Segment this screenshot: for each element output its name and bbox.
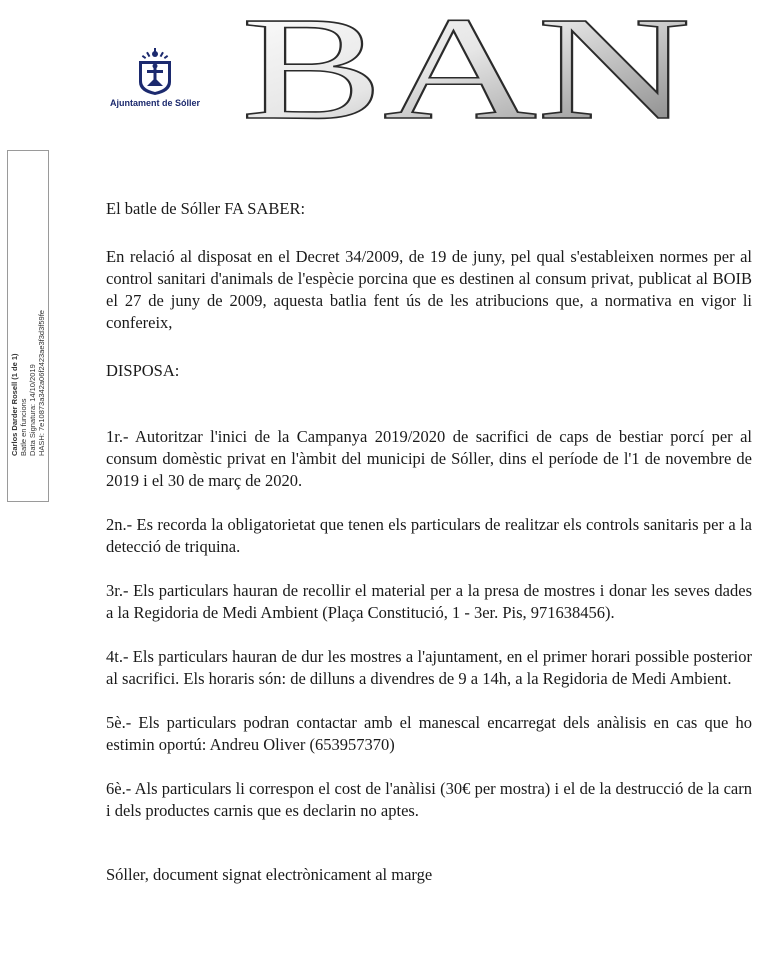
provision-item: [106, 426, 752, 492]
intro-line: El batle de Sóller FA SABER:: [106, 199, 306, 218]
provision-number: 4t.-: [106, 647, 129, 666]
coat-of-arms-icon: [135, 48, 175, 96]
provision-text: Autoritzar l'inici de la Campanya 2019/2020 de sacrifici de caps de bestiar porcí per al consum domèstic privat en l'àmbit del municipi de Sóller, dins el període de l'1 de novembre de 2019 i el 30 de març de 2020.: [106, 427, 752, 490]
svg-text:BAN: BAN: [241, 6, 691, 131]
provision-item: [106, 580, 752, 624]
electronic-signature-stamp: [7, 150, 49, 502]
provision-item: [106, 514, 752, 558]
signature-hash: HASH: 7e10873a342a06f2423ae3f3d3f59fe: [37, 310, 46, 456]
provision-text: Els particulars hauran de dur les mostres a l'ajuntament, en el primer horari possible posterior al sacrifici. Els horaris són: de dilluns a divendres de 9 a 14h, a la Regidoria de Medi Ambient.: [106, 647, 753, 688]
logo-caption: Ajuntament de Sóller: [109, 98, 200, 108]
disposa-heading: DISPOSA:: [106, 361, 180, 380]
provision-item: [106, 712, 752, 756]
provision-number: 6è.-: [106, 779, 132, 798]
provision-number: 1r.-: [106, 427, 129, 446]
provision-item: [106, 646, 752, 690]
provision-text: Es recorda la obligatorietat que tenen els particulars de realitzar els controls sanitaris per a la detecció de triquina.: [106, 515, 752, 556]
provision-text: Als particulars li correspon el cost de l'anàlisi (30€ per mostra) i el de la destrucció de la carn i dels productes carnis que es declarin no aptes.: [106, 779, 753, 820]
provision-number: 2n.-: [106, 515, 133, 534]
ban-title: [236, 6, 696, 131]
signer-role: Batle en funcions: [19, 398, 28, 456]
provision-number: 3r.-: [106, 581, 129, 600]
provision-text: Els particulars podran contactar amb el manescal encarregat dels anàlisis en cas que ho estimin oportú: Andreu Oliver (653957370): [106, 713, 752, 754]
closing-line: Sóller, document signat electrònicament al marge: [106, 865, 433, 884]
signature-text: [10, 196, 46, 456]
document-body: [106, 198, 752, 886]
provision-text: Els particulars hauran de recollir el material per a la presa de mostres i donar les seves dades a la Regidoria de Medi Ambient (Plaça Constitució, 1 - 3er. Pis, 971638456).: [106, 581, 752, 622]
provision-item: [106, 778, 752, 822]
signature-date: Data Signatura: 14/10/2019: [28, 364, 37, 456]
preamble-paragraph: En relació al disposat en el Decret 34/2009, de 19 de juny, pel qual s'estableixen normes per al control sanitari d'animals de l'espècie porcina que es destinen al consum privat, publicat al BOIB el 27 de juny de 2009, aquesta batlia fent ús de les atribucions que, a normativa en vigor li confereix,: [106, 247, 752, 332]
provision-number: 5è.-: [106, 713, 132, 732]
municipal-logo: [100, 48, 210, 108]
signer-name: Carlos Darder Rosell (1 de 1): [10, 353, 19, 456]
